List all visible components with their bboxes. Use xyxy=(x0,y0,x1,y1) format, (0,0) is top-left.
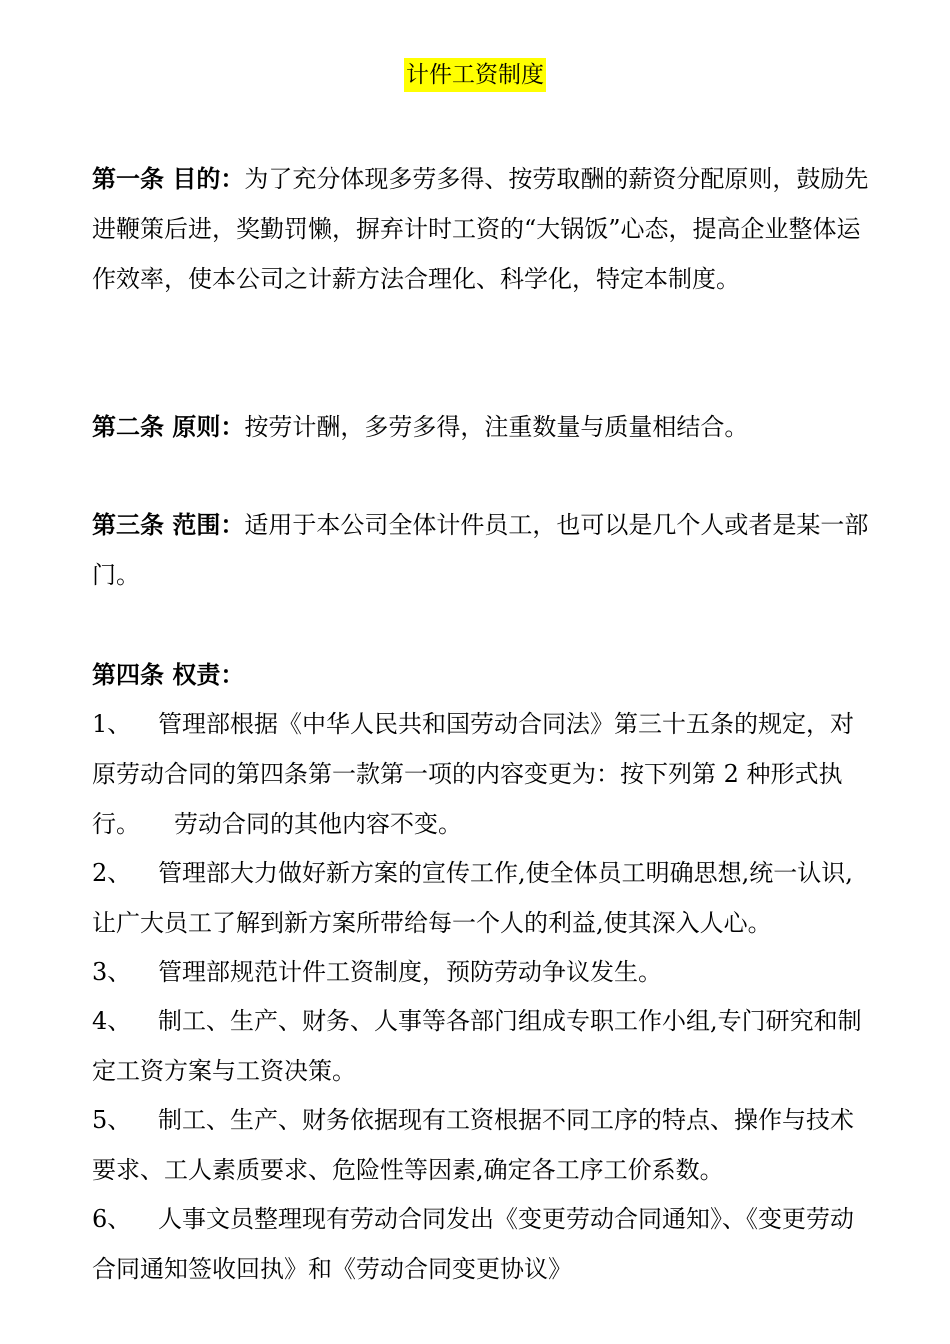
article-1-body: 为了充分体现多劳多得、按劳取酬的薪资分配原则，鼓励先进鞭策后进，奖勤罚懒，摒弃计时工资的“大锅饭”心态，提高企业整体运作效率，使本公司之计薪方法合理化、科学化，特定本制度。 xyxy=(92,165,869,293)
list-item-number: 4、 xyxy=(92,1007,132,1035)
article-1 xyxy=(92,154,872,304)
article-3-body: 适用于本公司全体计件员工，也可以是几个人或者是某一部门。 xyxy=(92,511,869,589)
article-3-heading: 第三条 范围： xyxy=(92,511,245,539)
document-title: 计件工资制度 xyxy=(404,58,546,92)
title-wrap xyxy=(0,58,950,92)
article-4 xyxy=(92,650,872,700)
list-item-4 xyxy=(92,996,872,1096)
list-item-number: 5、 xyxy=(92,1106,132,1134)
list-item-number: 2、 xyxy=(92,859,132,887)
article-2-body: 按劳计酬，多劳多得，注重数量与质量相结合。 xyxy=(244,413,749,441)
list-item-text: 人事文员整理现有劳动合同发出《变更劳动合同通知》、《变更劳动合同通知签收回执》和《劳动合同变更协议》 xyxy=(92,1205,854,1283)
list-item-2 xyxy=(92,848,872,948)
list-item-number: 6、 xyxy=(92,1205,132,1233)
list-item-3 xyxy=(92,947,872,997)
article-2 xyxy=(92,402,872,452)
list-item-number: 1、 xyxy=(92,710,132,738)
article-4-heading: 第四条 权责： xyxy=(92,661,245,689)
list-item-text: 制工、生产、财务依据现有工资根据不同工序的特点、操作与技术要求、工人素质要求、危险性等因素,确定各工序工价系数。 xyxy=(92,1106,854,1184)
article-3 xyxy=(92,500,872,600)
list-item-5 xyxy=(92,1095,872,1195)
list-item-text: 制工、生产、财务、人事等各部门组成专职工作小组,专门研究和制定工资方案与工资决策。 xyxy=(92,1007,862,1085)
article-2-heading: 第二条 原则： xyxy=(92,413,245,441)
list-item-text: 管理部大力做好新方案的宣传工作,使全体员工明确思想,统一认识,让广大员工了解到新方案所带给每一个人的利益,使其深入人心。 xyxy=(92,859,853,937)
list-item-1 xyxy=(92,699,872,849)
list-item-text-continued: 劳动合同的其他内容不变。 xyxy=(174,810,462,838)
list-item-6 xyxy=(92,1194,872,1294)
article-1-heading: 第一条 目的： xyxy=(92,165,245,193)
list-item-number: 3、 xyxy=(92,958,132,986)
list-item-text: 管理部根据《中华人民共和国劳动合同法》第三十五条的规定，对原劳动合同的第四条第一款第一项的内容变更为：按下列第 2 种形式执行。 xyxy=(92,710,854,838)
list-item-text: 管理部规范计件工资制度，预防劳动争议发生。 xyxy=(158,958,662,986)
